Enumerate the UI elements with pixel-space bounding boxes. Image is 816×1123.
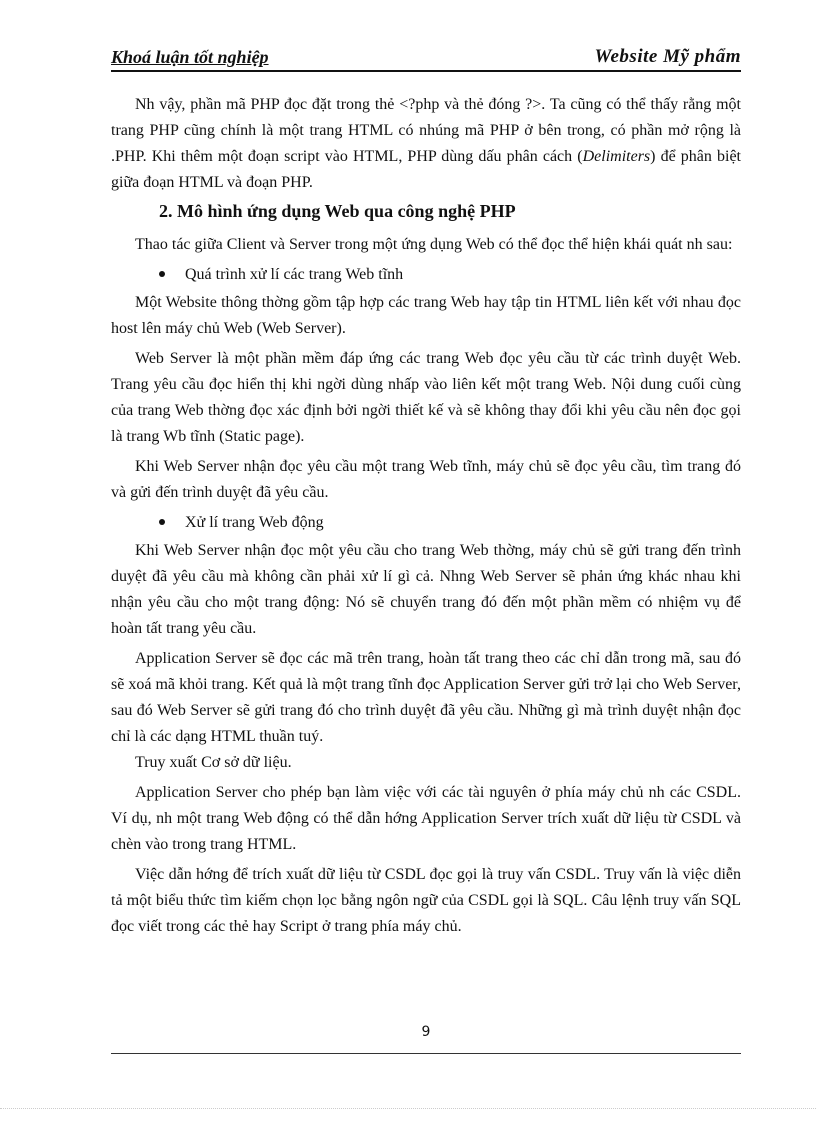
- paragraph-client-server: Thao tác giữa Client và Server trong một ứng dụng Web có thể đọc thể hiện khái quát nh sau:: [135, 236, 733, 253]
- paragraph-website: Một Website thông thờng gồm tập hợp các trang Web hay tập tin HTML liên kết với nhau đọc host lên máy chủ Web (Web Server).: [111, 294, 741, 337]
- header-thesis-title: Khoá luận tốt nghiệp: [111, 47, 269, 67]
- bullet-label: Quá trình xử lí các trang Web tĩnh: [185, 266, 404, 283]
- bullet-item-dynamic: [111, 510, 741, 536]
- paragraph-static-request: Khi Web Server nhận đọc yêu cầu một trang Web tĩnh, máy chủ sẽ đọc yêu cầu, tìm trang đó và gửi đến trình duyệt đã yêu cầu.: [111, 458, 741, 501]
- paragraph-dynamic-request: Khi Web Server nhận đọc một yêu cầu cho trang Web thờng, máy chủ sẽ gửi trang đến trình duyệt đã yêu cầu mà không cần phải xử lí gì cả. Nhng Web Server sẽ phản ứng khác nhau khi nhận yêu cầu cho một trang động: Nó sẽ chuyển trang đó đến một phần mềm có nhiệm vụ để hoàn tất trang yêu cầu.: [111, 542, 741, 637]
- bullet-dot-icon: [159, 271, 165, 277]
- intro-text-2: ) để phân biệt giữa đoạn HTML và đoạn PHP.: [111, 148, 741, 191]
- section-heading: 2. Mô hình ứng dụng Web qua công nghệ PHP: [159, 201, 516, 221]
- page-body: [111, 92, 741, 940]
- intro-paragraph: [111, 92, 741, 196]
- page-footer: [111, 1024, 741, 1054]
- bullet-dot-icon: [159, 519, 165, 525]
- paragraph-db-resources: Application Server cho phép bạn làm việc với các tài nguyên ở phía máy chủ nh các CSDL. Ví dụ, nh một trang Web động có thể dẫn hớng Application Server trích xuất dữ liệu từ CSDL và chèn vào trong trang HTML.: [111, 784, 741, 853]
- intro-text-1: Nh vậy, phần mã PHP đọc đặt trong thẻ <?php và thẻ đóng ?>. Ta cũng có thể thấy rằng một trang PHP cũng chính là một trang HTML có nhúng mã PHP ở bên trong, có phần mở rộng là .PHP. Khi thêm một đoạn script vào HTML, PHP dùng dấu phân cách (: [111, 96, 741, 165]
- header-document-title: Website Mỹ phẩm: [594, 46, 741, 67]
- page-header: [111, 42, 741, 72]
- bottom-dotted-divider: [0, 1108, 816, 1109]
- paragraph-web-server: Web Server là một phần mềm đáp ứng các trang Web đọc yêu cầu từ các trình duyệt Web. Trang yêu cầu đọc hiển thị khi ngời dùng nhấp vào liên kết một trang Web. Nội dung cuối cùng của trang Web thờng đọc xác định bởi ngời thiết kế và sẽ không thay đổi khi yêu cầu nên đọc gọi là trang Wb tĩnh (Static page).: [111, 350, 741, 445]
- paragraph-application-server: Application Server sẽ đọc các mã trên trang, hoàn tất trang theo các chỉ dẫn trong mã, sau đó sẽ xoá mã khỏi trang. Kết quả là một trang tĩnh đọc Application Server gửi trở lại cho Web Server, sau đó Web Server sẽ gửi trang đó cho trình duyệt đã yêu cầu. Những gì mà trình duyệt nhận đọc chỉ là các dạng HTML thuần tuý.: [111, 650, 741, 745]
- page-number: 9: [421, 1024, 431, 1040]
- intro-italic-term: Delimiters: [582, 148, 651, 165]
- paragraph-sql-query: Việc dẫn hớng để trích xuất dữ liệu từ CSDL đọc gọi là truy vấn CSDL. Truy vấn là việc diễn tả một biểu thức tìm kiếm chọn lọc bằng ngôn ngữ của CSDL gọi là SQL. Câu lệnh truy vấn SQL đọc viết trong các thẻ hay Script ở trang phía máy chủ.: [111, 866, 741, 935]
- bullet-label: Xử lí trang Web động: [185, 514, 324, 531]
- bullet-item-static: [111, 262, 741, 288]
- paragraph-db-access: Truy xuất Cơ sở dữ liệu.: [135, 754, 292, 771]
